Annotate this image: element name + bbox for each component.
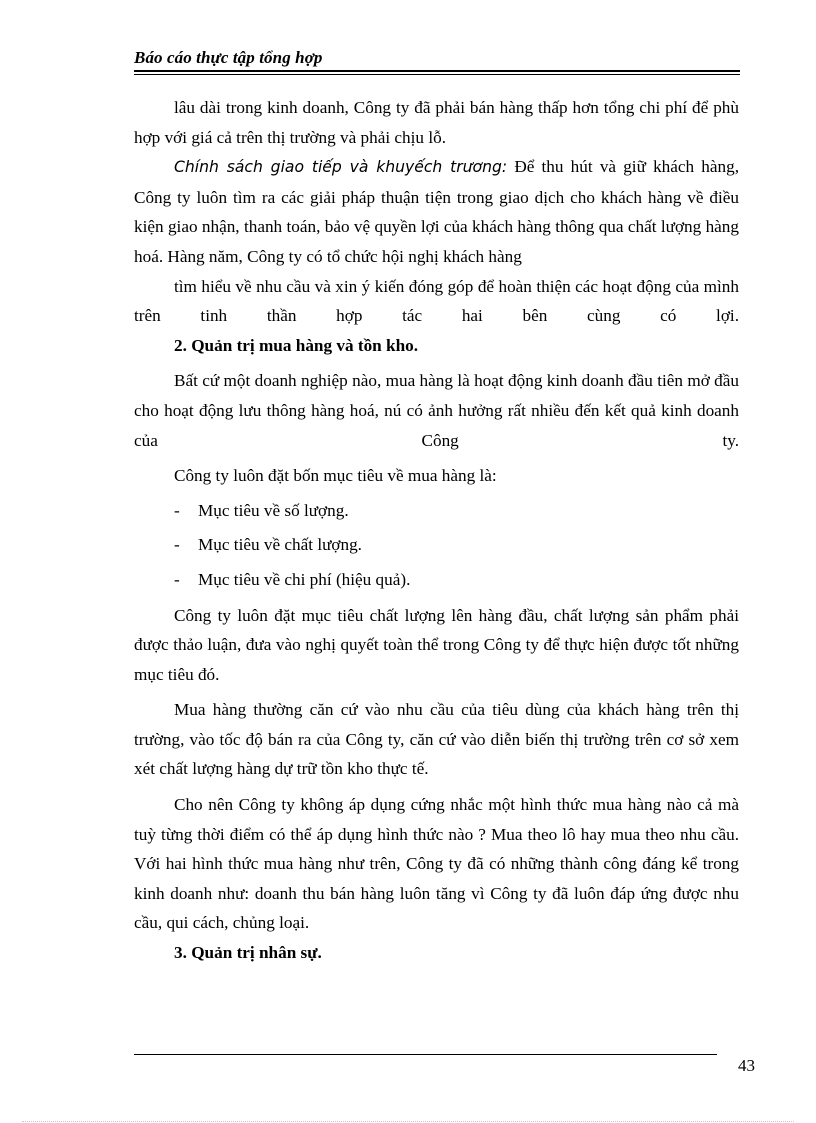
policy-label: Chính sách giao tiếp và khuyếch trương: xyxy=(174,158,508,177)
paragraph-continuation: lâu dài trong kinh doanh, Công ty đã phải bán hàng thấp hơn tổng chi phí để phù hợp với giá cả trên thị trường và phải chịu lỗ. xyxy=(134,98,739,147)
paragraph-quality-priority: Công ty luôn đặt mục tiêu chất lượng lên hàng đầu, chất lượng sản phẩm phải được thảo luận, đưa vào nghị quyết toàn thể trong Công ty để thực hiện được tốt những mục tiêu đó. xyxy=(134,605,739,684)
list-item xyxy=(134,496,739,526)
page-number: 43 xyxy=(738,1056,755,1075)
policy-text: Để thu hút và giữ khách hàng, Công ty luôn tìm ra các giải pháp thuận tiện trong giao dịch cho khách hàng về điều kiện giao nhận, thanh toán, bảo vệ quyền lợi của khách hàng thông qua chất lượng hàng hoá. Hàng năm, Công ty có tổ chức hội nghị khách hàng xyxy=(134,157,739,266)
list-item xyxy=(134,565,739,595)
page-body xyxy=(134,93,739,968)
paragraph-purchasing-basis: Mua hàng thường căn cứ vào nhu cầu của tiêu dùng của khách hàng trên thị trường, vào tốc độ bán ra của Công ty, căn cứ vào diễn biến thị trường trên cơ sở xem xét chất lượng hàng dự trữ tồn kho thực tế. xyxy=(134,700,739,779)
page-header xyxy=(134,48,740,68)
list-item-text: Mục tiêu về số lượng. xyxy=(198,500,349,520)
section-heading-hr: 3. Quản trị nhân sự. xyxy=(174,943,322,963)
page-bottom-border xyxy=(22,1121,794,1122)
list-bullet: - xyxy=(174,535,180,555)
footer-rule xyxy=(134,1054,717,1055)
list-item-text: Mục tiêu về chi phí (hiệu quả). xyxy=(198,569,411,589)
header-rule-thin xyxy=(134,74,740,75)
header-rule-thick xyxy=(134,70,740,72)
list-bullet: - xyxy=(174,500,180,520)
paragraph-customer-feedback: tìm hiểu về nhu cầu và xin ý kiến đóng góp để hoàn thiện các hoạt động của mình trên tinh thần hợp tác hai bên cùng có lợi. xyxy=(134,276,739,326)
paragraph-objectives-intro: Công ty luôn đặt bốn mục tiêu về mua hàng là: xyxy=(174,466,497,486)
section-heading-purchasing: 2. Quản trị mua hàng và tồn kho. xyxy=(174,335,419,355)
list-item-text: Mục tiêu về chất lượng. xyxy=(198,535,362,555)
list-item xyxy=(134,530,739,560)
paragraph-purchasing-intro: Bất cứ một doanh nghiệp nào, mua hàng là hoạt động kinh doanh đầu tiên mở đầu cho hoạt động lưu thông hàng hoá, nú có ảnh hưởng rất nhiều đến kết quả kinh doanh của Công ty. xyxy=(134,371,739,450)
paragraph-communication-policy xyxy=(134,152,739,271)
header-title: Báo cáo thực tập tổng hợp xyxy=(134,48,323,67)
list-bullet: - xyxy=(174,569,180,589)
paragraph-purchasing-methods: Cho nên Công ty không áp dụng cứng nhắc một hình thức mua hàng nào cả mà tuỳ từng thời điểm có thể áp dụng hình thức nào ? Mua theo lô hay mua theo nhu cầu. Với hai hình thức mua hàng như trên, Công ty đã có những thành công đáng kể trong kinh doanh như: doanh thu bán hàng luôn tăng vì Công ty đã luôn đáp ứng được nhu cầu, qui cách, chủng loại. xyxy=(134,795,739,933)
objectives-list xyxy=(134,496,739,595)
